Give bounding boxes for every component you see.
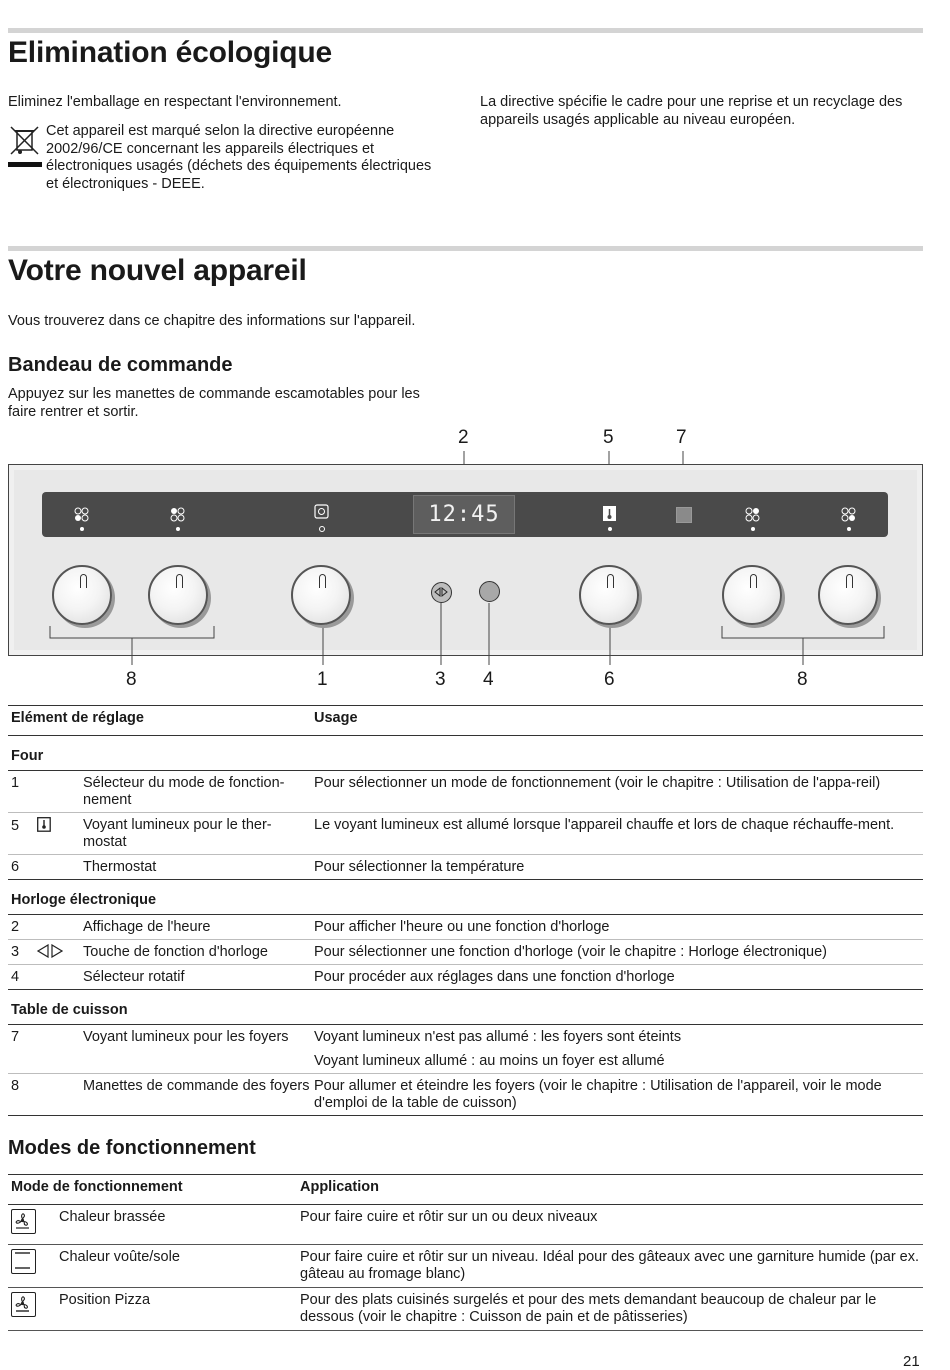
mode-selector-knob[interactable]: [291, 565, 351, 625]
group-heading: Horloge électronique: [8, 880, 923, 915]
section-rule: [8, 28, 923, 33]
subsection-title-modes: Modes de fonctionnement: [8, 1137, 256, 1159]
table-header: Mode de fonctionnement: [8, 1175, 297, 1205]
clock-function-arrows-icon: [37, 944, 63, 958]
row-usage: Pour sélectionner une fonction d'horloge (voir le chapitre : Horloge électronique): [311, 940, 923, 965]
mode-application: Pour faire cuire et rôtir sur un ou deux niveaux: [297, 1205, 923, 1245]
mode-application: Pour faire cuire et rôtir sur un niveau. Idéal pour des gâteaux avec une garniture humide (par ex. gâteau au fromage blanc): [297, 1245, 923, 1288]
hob-indicator-light: [676, 507, 692, 523]
mode-icon-cell: [8, 1288, 56, 1331]
row-number: 6: [8, 855, 80, 880]
hob-knob[interactable]: [722, 565, 782, 625]
row-element: Voyant lumineux pour le ther-mostat: [80, 813, 311, 855]
row-element: Voyant lumineux pour les foyers: [80, 1025, 311, 1074]
table-header: Usage: [311, 706, 923, 736]
row-usage: Voyant lumineux allumé : au moins un foyer est allumé: [314, 1053, 665, 1069]
row-number-cell: [8, 813, 80, 855]
clock-display: 12:45: [413, 495, 515, 534]
group-heading: Table de cuisson: [8, 990, 923, 1025]
elimination-intro: Eliminez l'emballage en respectant l'environnement.: [8, 94, 342, 110]
rotary-selector[interactable]: [479, 581, 500, 602]
hob-zone-indicator-icon: [745, 507, 761, 533]
clock-function-button[interactable]: [431, 582, 452, 603]
callout-6: 6: [604, 669, 615, 690]
mode-icon-cell: [8, 1205, 56, 1245]
callout-3: 3: [435, 669, 446, 690]
modes-table: [8, 1174, 923, 1331]
mode-name: Chaleur voûte/sole: [56, 1245, 297, 1288]
hob-zone-indicator-icon: [170, 507, 186, 533]
mode-name: Chaleur brassée: [56, 1205, 297, 1245]
hob-knob[interactable]: [818, 565, 878, 625]
row-number: 7: [8, 1025, 80, 1074]
row-usage-cell: [311, 1025, 923, 1074]
row-usage: Pour allumer et éteindre les foyers (voir le chapitre : Utilisation de l'appareil, voir le mode d'emploi de la table de cuisson): [311, 1074, 923, 1116]
controls-table: [8, 705, 923, 1116]
callout-8: 8: [797, 669, 808, 690]
row-element: Thermostat: [80, 855, 311, 880]
callout-7: 7: [676, 427, 687, 448]
thermostat-knob[interactable]: [579, 565, 639, 625]
weee-crossed-bin-icon: [8, 124, 42, 172]
section-rule: [8, 246, 923, 251]
thermostat-light-icon: [37, 817, 51, 832]
table-header: Elément de réglage: [8, 706, 311, 736]
weee-text: Cet appareil est marqué selon la directive européenne 2002/96/CE concernant les appareils électriques et électroniques usagés (déchets des équipements électriques et électroniques - DEEE.: [46, 123, 432, 192]
row-usage: Voyant lumineux n'est pas allumé : les foyers sont éteints: [314, 1029, 682, 1045]
table-header: Application: [297, 1175, 923, 1205]
row-number: 3: [11, 944, 20, 960]
hob-zone-indicator-icon: [74, 507, 90, 533]
group-heading: Four: [8, 736, 923, 771]
section-title-elimination: Elimination écologique: [8, 36, 332, 69]
row-element: Affichage de l'heure: [80, 915, 311, 940]
hob-knob[interactable]: [52, 565, 112, 625]
callout-4: 4: [483, 669, 494, 690]
row-usage: Pour afficher l'heure ou une fonction d'horloge: [311, 915, 923, 940]
callout-2: 2: [458, 427, 469, 448]
hob-zone-indicator-icon: [841, 507, 857, 533]
row-number-cell: [8, 940, 80, 965]
mode-application: Pour des plats cuisinés surgelés et pour des mets demandant beaucoup de chaleur par le dessous (voir le chapitre : Cuisson de pain et de pâtisseries): [297, 1288, 923, 1331]
row-element: Touche de fonction d'horloge: [80, 940, 311, 965]
row-number: 5: [11, 818, 20, 834]
mode-icon-cell: [8, 1245, 56, 1288]
row-usage: Le voyant lumineux est allumé lorsque l'appareil chauffe et lors de chaque réchauffe-ment.: [311, 813, 923, 855]
directive-text: La directive spécifie le cadre pour une reprise et un recyclage des appareils usagés applicable au niveau européen.: [480, 94, 903, 128]
row-number: 4: [8, 965, 80, 990]
thermostat-light-icon: [602, 505, 618, 535]
section-title-nouvel-appareil: Votre nouvel appareil: [8, 254, 307, 287]
row-number: 8: [8, 1074, 80, 1116]
bandeau-intro: Appuyez sur les manettes de commande escamotables pour les faire rentrer et sortir.: [8, 386, 420, 420]
callout-8: 8: [126, 669, 137, 690]
pizza-setting-icon: [11, 1292, 36, 1317]
subsection-title-bandeau: Bandeau de commande: [8, 354, 233, 376]
row-usage: Pour procéder aux réglages dans une fonction d'horloge: [311, 965, 923, 990]
row-element: Manettes de commande des foyers: [80, 1074, 311, 1116]
row-element: Sélecteur rotatif: [80, 965, 311, 990]
callout-5: 5: [603, 427, 614, 448]
callout-1: 1: [317, 669, 328, 690]
row-element: Sélecteur du mode de fonction-nement: [80, 771, 311, 813]
row-number: 1: [8, 771, 80, 813]
row-number: 2: [8, 915, 80, 940]
fan-heat-icon: [11, 1209, 36, 1234]
oven-mode-indicator-icon: [313, 504, 331, 534]
control-panel-diagram: [0, 425, 950, 695]
mode-name: Position Pizza: [56, 1288, 297, 1331]
panel-leader-lines: [0, 425, 950, 695]
top-bottom-heat-icon: [11, 1249, 36, 1274]
page-number: 21: [903, 1353, 920, 1370]
hob-knob[interactable]: [148, 565, 208, 625]
row-usage: Pour sélectionner la température: [311, 855, 923, 880]
nouvel-appareil-intro: Vous trouverez dans ce chapitre des informations sur l'appareil.: [8, 313, 416, 329]
row-usage: Pour sélectionner un mode de fonctionnement (voir le chapitre : Utilisation de l'appa-reil): [311, 771, 923, 813]
